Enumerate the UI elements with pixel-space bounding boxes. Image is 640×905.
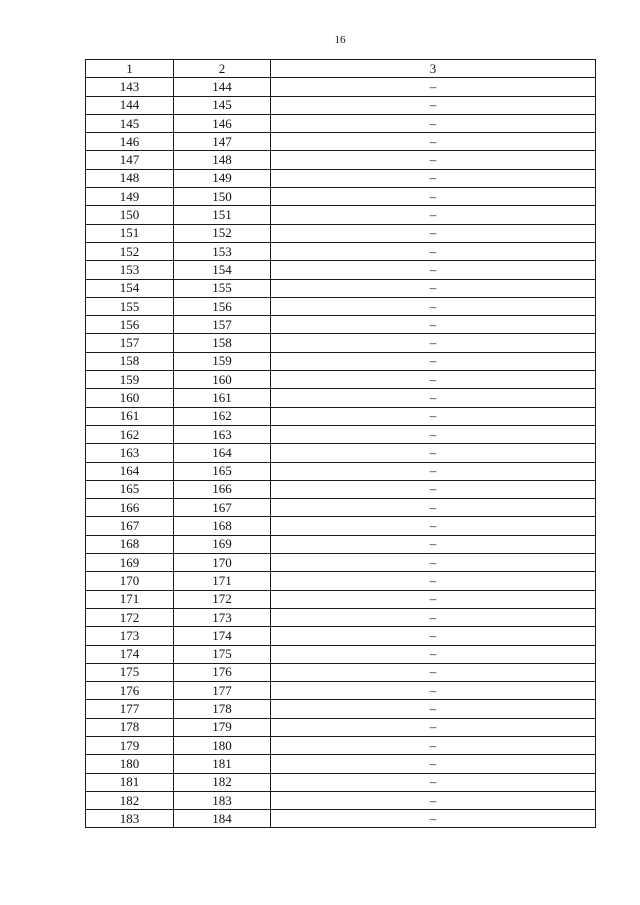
table-cell-col-1: 156 (86, 316, 174, 334)
table-row (86, 755, 596, 773)
table-cell-col-2: 150 (174, 188, 271, 206)
table-row (86, 188, 596, 206)
table-cell-col-3: – (271, 480, 596, 498)
table-cell-col-2: 174 (174, 627, 271, 645)
table-row (86, 425, 596, 443)
table-cell-col-3: – (271, 627, 596, 645)
table-row (86, 590, 596, 608)
column-header-1: 1 (86, 60, 174, 78)
table-cell-col-1: 164 (86, 462, 174, 480)
table-cell-col-2: 164 (174, 444, 271, 462)
table-cell-col-2: 173 (174, 608, 271, 626)
table-row (86, 663, 596, 681)
table-cell-col-3: – (271, 279, 596, 297)
table-cell-col-2: 148 (174, 151, 271, 169)
table-cell-col-2: 162 (174, 407, 271, 425)
table-cell-col-1: 161 (86, 407, 174, 425)
table-cell-col-1: 151 (86, 224, 174, 242)
table-cell-col-1: 172 (86, 608, 174, 626)
table-cell-col-1: 171 (86, 590, 174, 608)
table-cell-col-1: 182 (86, 791, 174, 809)
table-cell-col-3: – (271, 114, 596, 132)
table-cell-col-2: 145 (174, 96, 271, 114)
table-row (86, 535, 596, 553)
table-cell-col-2: 161 (174, 389, 271, 407)
table-cell-col-2: 175 (174, 645, 271, 663)
table-cell-col-2: 160 (174, 371, 271, 389)
table-cell-col-3: – (271, 645, 596, 663)
table-cell-col-2: 158 (174, 334, 271, 352)
column-header-2: 2 (174, 60, 271, 78)
table-cell-col-1: 179 (86, 736, 174, 754)
table-row (86, 114, 596, 132)
table-cell-col-1: 166 (86, 499, 174, 517)
table-row (86, 499, 596, 517)
table-cell-col-1: 158 (86, 352, 174, 370)
table-cell-col-2: 166 (174, 480, 271, 498)
table-cell-col-2: 183 (174, 791, 271, 809)
table-row (86, 682, 596, 700)
table-cell-col-1: 173 (86, 627, 174, 645)
table-cell-col-3: – (271, 206, 596, 224)
table-row (86, 627, 596, 645)
table-row (86, 389, 596, 407)
table-cell-col-1: 168 (86, 535, 174, 553)
table-row (86, 736, 596, 754)
table-cell-col-2: 144 (174, 78, 271, 96)
table-cell-col-3: – (271, 791, 596, 809)
table-cell-col-3: – (271, 242, 596, 260)
table-row (86, 791, 596, 809)
table-cell-col-1: 144 (86, 96, 174, 114)
table-row (86, 169, 596, 187)
table-row (86, 407, 596, 425)
table-row (86, 480, 596, 498)
table-row (86, 316, 596, 334)
table-cell-col-1: 167 (86, 517, 174, 535)
table-cell-col-3: – (271, 682, 596, 700)
table-cell-col-1: 178 (86, 718, 174, 736)
table-cell-col-3: – (271, 810, 596, 828)
table-cell-col-2: 181 (174, 755, 271, 773)
table-cell-col-3: – (271, 590, 596, 608)
table-cell-col-2: 165 (174, 462, 271, 480)
table-row (86, 517, 596, 535)
table-cell-col-2: 151 (174, 206, 271, 224)
table-cell-col-3: – (271, 535, 596, 553)
table-cell-col-3: – (271, 499, 596, 517)
table-cell-col-1: 165 (86, 480, 174, 498)
table-body (86, 78, 596, 828)
table-cell-col-3: – (271, 517, 596, 535)
table-cell-col-1: 160 (86, 389, 174, 407)
table-cell-col-3: – (271, 755, 596, 773)
table-cell-col-2: 156 (174, 297, 271, 315)
table-row (86, 96, 596, 114)
table-cell-col-2: 155 (174, 279, 271, 297)
table-cell-col-2: 149 (174, 169, 271, 187)
table-cell-col-3: – (271, 371, 596, 389)
table-cell-col-2: 171 (174, 572, 271, 590)
table-cell-col-1: 183 (86, 810, 174, 828)
table-cell-col-2: 177 (174, 682, 271, 700)
table-cell-col-2: 167 (174, 499, 271, 517)
table-cell-col-3: – (271, 736, 596, 754)
table-cell-col-3: – (271, 261, 596, 279)
table-cell-col-3: – (271, 554, 596, 572)
table-cell-col-1: 180 (86, 755, 174, 773)
table-cell-col-2: 180 (174, 736, 271, 754)
table-cell-col-2: 154 (174, 261, 271, 279)
table-cell-col-1: 147 (86, 151, 174, 169)
table-cell-col-1: 146 (86, 133, 174, 151)
table-cell-col-3: – (271, 608, 596, 626)
table-cell-col-2: 153 (174, 242, 271, 260)
table-cell-col-2: 170 (174, 554, 271, 572)
table-cell-col-2: 179 (174, 718, 271, 736)
table-cell-col-1: 148 (86, 169, 174, 187)
table-cell-col-2: 147 (174, 133, 271, 151)
table-cell-col-1: 145 (86, 114, 174, 132)
table-cell-col-3: – (271, 334, 596, 352)
table-cell-col-2: 182 (174, 773, 271, 791)
table-cell-col-3: – (271, 407, 596, 425)
table-cell-col-2: 152 (174, 224, 271, 242)
table-header-row (86, 60, 596, 78)
table-header (86, 60, 596, 78)
table-row (86, 334, 596, 352)
table-cell-col-3: – (271, 78, 596, 96)
table-cell-col-2: 178 (174, 700, 271, 718)
table-row (86, 572, 596, 590)
table-cell-col-3: – (271, 224, 596, 242)
table-cell-col-1: 170 (86, 572, 174, 590)
table-cell-col-2: 176 (174, 663, 271, 681)
table-cell-col-3: – (271, 572, 596, 590)
table-cell-col-3: – (271, 151, 596, 169)
table-cell-col-2: 163 (174, 425, 271, 443)
table-cell-col-2: 168 (174, 517, 271, 535)
table-cell-col-3: – (271, 462, 596, 480)
table-row (86, 133, 596, 151)
table-cell-col-2: 146 (174, 114, 271, 132)
table-cell-col-1: 159 (86, 371, 174, 389)
table-cell-col-3: – (271, 663, 596, 681)
table-row (86, 608, 596, 626)
table-row (86, 242, 596, 260)
table-row (86, 444, 596, 462)
table-row (86, 462, 596, 480)
table-cell-col-3: – (271, 133, 596, 151)
table-row (86, 554, 596, 572)
table-cell-col-3: – (271, 316, 596, 334)
table-cell-col-3: – (271, 297, 596, 315)
page-number: 16 (334, 34, 346, 46)
table-cell-col-2: 159 (174, 352, 271, 370)
table-cell-col-1: 177 (86, 700, 174, 718)
table-row (86, 151, 596, 169)
table-row (86, 279, 596, 297)
table-row (86, 224, 596, 242)
table-cell-col-3: – (271, 700, 596, 718)
table-cell-col-1: 174 (86, 645, 174, 663)
table-cell-col-1: 153 (86, 261, 174, 279)
table-cell-col-3: – (271, 352, 596, 370)
table-cell-col-1: 163 (86, 444, 174, 462)
table-cell-col-3: – (271, 773, 596, 791)
table-row (86, 645, 596, 663)
table-cell-col-3: – (271, 389, 596, 407)
data-table (85, 59, 596, 828)
table-cell-col-1: 169 (86, 554, 174, 572)
table-cell-col-2: 172 (174, 590, 271, 608)
table-row (86, 773, 596, 791)
table-row (86, 352, 596, 370)
table-cell-col-2: 169 (174, 535, 271, 553)
table-cell-col-1: 143 (86, 78, 174, 96)
table-cell-col-3: – (271, 169, 596, 187)
table-cell-col-1: 155 (86, 297, 174, 315)
column-header-3: 3 (271, 60, 596, 78)
table-cell-col-3: – (271, 425, 596, 443)
table-cell-col-1: 152 (86, 242, 174, 260)
table-row (86, 206, 596, 224)
table-cell-col-1: 157 (86, 334, 174, 352)
table-cell-col-2: 184 (174, 810, 271, 828)
table-cell-col-2: 157 (174, 316, 271, 334)
table-cell-col-1: 181 (86, 773, 174, 791)
table-cell-col-1: 154 (86, 279, 174, 297)
table-cell-col-1: 149 (86, 188, 174, 206)
table-row (86, 78, 596, 96)
table-cell-col-3: – (271, 444, 596, 462)
table-cell-col-3: – (271, 718, 596, 736)
table-cell-col-1: 150 (86, 206, 174, 224)
table-cell-col-3: – (271, 96, 596, 114)
table-cell-col-1: 175 (86, 663, 174, 681)
table-row (86, 371, 596, 389)
table-cell-col-1: 176 (86, 682, 174, 700)
table-row (86, 810, 596, 828)
table-cell-col-3: – (271, 188, 596, 206)
table-row (86, 297, 596, 315)
table-row (86, 718, 596, 736)
table-row (86, 261, 596, 279)
table-row (86, 700, 596, 718)
table-cell-col-1: 162 (86, 425, 174, 443)
